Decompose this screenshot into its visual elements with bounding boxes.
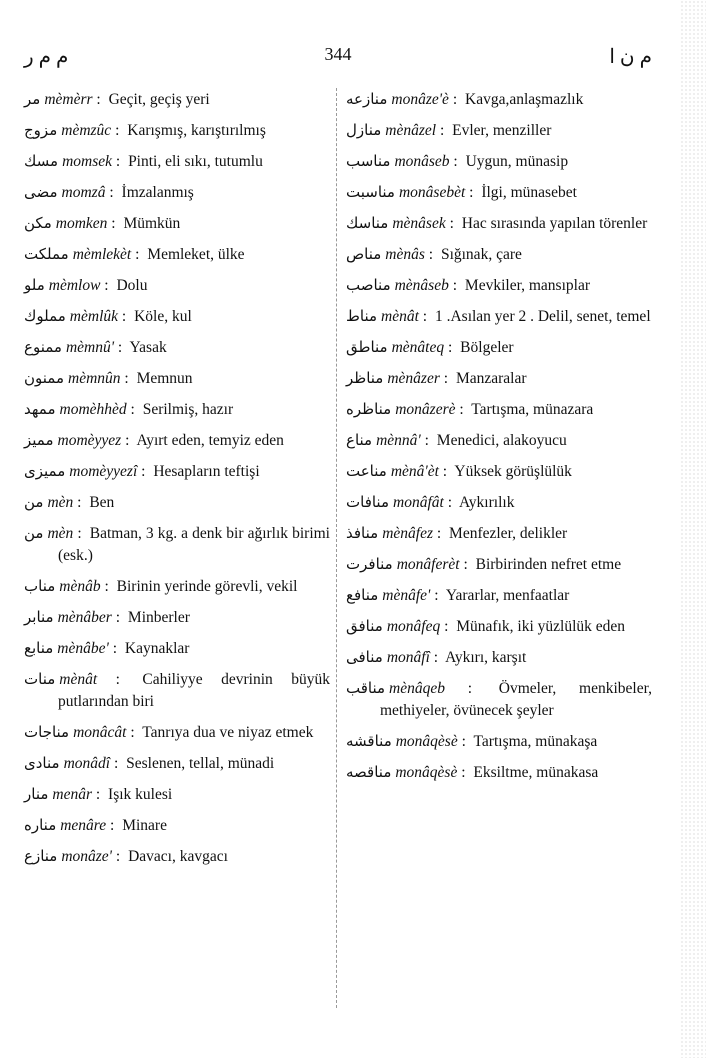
entry-arabic: مناره — [24, 816, 57, 834]
entry-arabic: مكن — [24, 214, 52, 232]
entry-arabic: مناجات — [24, 723, 70, 741]
entry-headword: monâfî — [386, 649, 430, 666]
entry-headword: monâqèsè — [395, 764, 458, 781]
dictionary-entry: مناب mènâb : Birinin yerinde görevli, vekil — [24, 577, 298, 595]
dictionary-entry: منادى monâdî : Seslenen, tellal, münadi — [24, 754, 275, 772]
entry-definition: Hac sırasında yapılan törenler — [461, 215, 648, 232]
dictionary-entry: مناط mènât : 1 .Asılan yer 2 . Delil, senet, temel — [346, 307, 651, 325]
entry-arabic: منات — [24, 670, 56, 688]
entry-headword: monâze' — [61, 848, 112, 865]
entry-headword: monâdî — [63, 755, 111, 772]
entry-definition: Memleket, ülke — [147, 246, 245, 263]
entry-headword: mènâsek — [392, 215, 446, 232]
entry-definition: Menfezler, delikler — [449, 525, 568, 542]
entry-arabic: مناقب — [346, 679, 386, 697]
entry-definition: Kavga,anlaşmazlık — [465, 91, 584, 108]
dictionary-entry: مكن momken : Mümkün — [24, 214, 181, 232]
entry-arabic: مميز — [24, 431, 54, 449]
dictionary-entry: من mèn : Ben — [24, 493, 115, 511]
entry-headword: mèn — [47, 494, 74, 511]
dictionary-entry: مناسبت monâsebèt : İlgi, münasebet — [346, 183, 577, 201]
dictionary-entry: منافذ mènâfez : Menfezler, delikler — [346, 524, 568, 542]
dictionary-entry: من mèn : Batman, 3 kg. a denk bir ağırlık birimi (esk.) — [24, 524, 330, 564]
entry-arabic: منابع — [24, 639, 54, 657]
dictionary-entry: منافع mènâfe' : Yararlar, menfaatlar — [346, 586, 570, 604]
entry-definition: Hesapların teftişi — [153, 463, 260, 480]
dictionary-entry: مناطق mènâteq : Bölgeler — [346, 338, 514, 356]
dictionary-entry: مناسك mènâsek : Hac sırasında yapılan törenler — [346, 214, 648, 232]
entry-headword: monâze'è — [391, 91, 449, 108]
dictionary-entry: ملو mèmlow : Dolu — [24, 276, 148, 294]
entry-definition: Manzaralar — [455, 370, 527, 387]
dictionary-entry: مناظر mènâzer : Manzaralar — [346, 369, 527, 387]
entry-arabic: منافذ — [346, 524, 379, 542]
entry-definition: Ben — [89, 494, 115, 511]
entry-definition: Köle, kul — [134, 308, 192, 325]
entry-headword: mèn — [47, 525, 74, 542]
entry-arabic: منافات — [346, 493, 389, 511]
entry-definition: Karışmış, karıştırılmış — [127, 122, 266, 139]
entry-arabic: من — [24, 524, 44, 542]
entry-definition: Bölgeler — [460, 339, 514, 356]
dictionary-entry: مملوك mèmlûk : Köle, kul — [24, 307, 192, 325]
entry-definition: Aykırı, karşıt — [445, 649, 527, 666]
dictionary-entry: مناظره monâzerè : Tartışma, münazara — [346, 400, 594, 418]
entry-definition: Serilmiş, hazır — [142, 401, 234, 418]
dictionary-entry: مر mèmèrr : Geçit, geçiş yeri — [24, 90, 210, 108]
dictionary-entry: مناصب mènâseb : Mevkiler, mansıplar — [346, 276, 590, 294]
entry-definition: Birbirinden nefret etme — [475, 556, 622, 573]
dictionary-entry: مملكت mèmlekèt : Memleket, ülke — [24, 245, 245, 263]
entry-definition: Mümkün — [123, 215, 181, 232]
entry-definition: Yüksek görüşlülük — [454, 463, 572, 480]
entry-arabic: مناعت — [346, 462, 387, 480]
column-divider — [336, 88, 337, 1008]
entry-headword: mènâqeb — [389, 680, 445, 697]
entry-definition: Tartışma, münazara — [471, 401, 594, 418]
dictionary-entry: منازل mènâzel : Evler, menziller — [346, 121, 552, 139]
entry-arabic: منافق — [346, 617, 383, 635]
header-right-letters: م ن ا — [609, 46, 652, 68]
entry-definition: Menedici, alakoyucu — [436, 432, 567, 449]
entry-definition: Sığınak, çare — [440, 246, 522, 263]
entry-definition: Pinti, eli sıkı, tutumlu — [128, 153, 263, 170]
entry-definition: İlgi, münasebet — [481, 184, 577, 201]
entry-headword: mèmlûk — [69, 308, 118, 325]
entry-definition: Eksiltme, münakasa — [473, 764, 599, 781]
entry-headword: menâre — [60, 817, 107, 834]
entry-headword: momken — [55, 215, 108, 232]
entry-headword: monâseb — [394, 153, 450, 170]
entry-arabic: من — [24, 493, 44, 511]
dictionary-entry: منازعه monâze'è : Kavga,anlaşmazlık — [346, 90, 584, 108]
entry-definition: Birinin yerinde görevli, vekil — [116, 578, 298, 595]
entry-definition: Cahiliyye devrinin büyük putlarından biri — [58, 671, 331, 710]
entry-definition: Uygun, münasip — [465, 153, 569, 170]
entry-headword: mènâb — [59, 578, 101, 595]
entry-headword: momzâ — [61, 184, 106, 201]
entry-arabic: ممهد — [24, 400, 56, 418]
dictionary-entry: مناص mènâs : Sığınak, çare — [346, 245, 522, 263]
dictionary-entry: مناقصه monâqèsè : Eksiltme, münakasa — [346, 763, 599, 781]
entry-headword: monâqèsè — [395, 733, 458, 750]
entry-headword: mènâfez — [382, 525, 433, 542]
left-column — [24, 88, 330, 876]
entry-arabic: مر — [24, 90, 41, 108]
entry-definition: Yararlar, menfaatlar — [445, 587, 570, 604]
entry-definition: 1 .Asılan yer 2 . Delil, senet, temel — [434, 308, 651, 325]
entry-arabic: ممنون — [24, 369, 64, 387]
entry-headword: mènâ'èt — [390, 463, 439, 480]
entry-headword: mènâteq — [391, 339, 445, 356]
entry-headword: monâfeq — [386, 618, 441, 635]
entry-definition: Evler, menziller — [452, 122, 552, 139]
dictionary-entry: مناسب monâseb : Uygun, münasip — [346, 152, 569, 170]
entry-arabic: مضى — [24, 183, 58, 201]
entry-definition: Işık kulesi — [108, 786, 173, 803]
entry-definition: Davacı, kavgacı — [128, 848, 228, 865]
page-number: 344 — [324, 44, 352, 64]
entry-definition: Minare — [122, 817, 167, 834]
entry-headword: mènâzel — [385, 122, 437, 139]
dictionary-entry: مسك momsek : Pinti, eli sıkı, tutumlu — [24, 152, 263, 170]
entry-headword: monâzerè — [395, 401, 456, 418]
dictionary-entry: منافرت monâferèt : Birbirinden nefret etme — [346, 555, 622, 573]
entry-headword: mènâseb — [394, 277, 449, 294]
entry-arabic: مناطق — [346, 338, 388, 356]
dictionary-entry: مناقشه monâqèsè : Tartışma, münakaşa — [346, 732, 598, 750]
entry-headword: mènât — [381, 308, 419, 325]
entry-headword: mènâzer — [387, 370, 440, 387]
header-left-letters: م م ر — [24, 46, 69, 68]
entry-headword: mèmzûc — [61, 122, 112, 139]
entry-headword: mèmèrr — [44, 91, 93, 108]
entry-headword: momèyyezî — [69, 463, 138, 480]
entry-arabic: ملو — [24, 276, 45, 294]
entry-arabic: مسك — [24, 152, 59, 170]
entry-definition: Batman, 3 kg. a denk bir ağırlık birimi (esk.) — [58, 525, 330, 564]
entry-arabic: منازعه — [346, 90, 388, 108]
entry-headword: mènâbe' — [57, 640, 109, 657]
entry-headword: menâr — [52, 786, 92, 803]
entry-definition: Seslenen, tellal, münadi — [126, 755, 275, 772]
entry-arabic: مناقصه — [346, 763, 392, 781]
entry-definition: Övmeler, menkibeler, methiyeler, övünecek şeyler — [380, 680, 652, 719]
entry-arabic: مناسك — [346, 214, 389, 232]
dictionary-entry: ممنون mèmnûn : Memnun — [24, 369, 193, 387]
right-column — [346, 88, 652, 792]
entry-headword: mènâs — [385, 246, 425, 263]
entry-definition: Tartışma, münakaşa — [473, 733, 598, 750]
entry-headword: momèyyez — [57, 432, 122, 449]
dictionary-entry: مناره menâre : Minare — [24, 816, 167, 834]
entry-arabic: منازع — [24, 847, 58, 865]
dictionary-entry: منار menâr : Işık kulesi — [24, 785, 173, 803]
dictionary-entry: مناقب mènâqeb : Övmeler, menkibeler, methiyeler, övünecek şeyler — [346, 679, 652, 719]
entry-headword: mènâber — [57, 609, 112, 626]
page-header — [24, 44, 652, 70]
entry-arabic: مملكت — [24, 245, 69, 263]
dictionary-entry: منافى monâfî : Aykırı, karşıt — [346, 648, 527, 666]
entry-definition: Tanrıya dua ve niyaz etmek — [142, 724, 314, 741]
dictionary-entry: منابع mènâbe' : Kaynaklar — [24, 639, 190, 657]
entry-definition: Münafık, iki yüzlülük eden — [456, 618, 626, 635]
entry-arabic: مزوج — [24, 121, 58, 139]
entry-headword: momèhhèd — [59, 401, 127, 418]
entry-definition: Mevkiler, mansıplar — [464, 277, 590, 294]
dictionary-entry: مناع mènnâ' : Menedici, alakoyucu — [346, 431, 567, 449]
dictionary-entry: مميزى momèyyezî : Hesapların teftişi — [24, 462, 260, 480]
entry-arabic: مملوك — [24, 307, 66, 325]
dictionary-entry: مناعت mènâ'èt : Yüksek görüşlülük — [346, 462, 572, 480]
entry-arabic: مناط — [346, 307, 378, 325]
entry-headword: monâferèt — [396, 556, 460, 573]
dictionary-entry: مزوج mèmzûc : Karışmış, karıştırılmış — [24, 121, 266, 139]
entry-arabic: منافى — [346, 648, 383, 666]
entry-headword: mènât — [59, 671, 98, 688]
dictionary-entry: منابر mènâber : Minberler — [24, 608, 190, 626]
dictionary-entry: منات mènât : Cahiliyye devrinin büyük putlarından biri — [24, 670, 331, 710]
entry-definition: Dolu — [116, 277, 148, 294]
entry-arabic: مناسب — [346, 152, 391, 170]
entry-arabic: منازل — [346, 121, 382, 139]
entry-arabic: منافرت — [346, 555, 393, 573]
dictionary-entry: منافات monâfât : Aykırılık — [346, 493, 515, 511]
entry-headword: monâsebèt — [398, 184, 466, 201]
entry-definition: İmzalanmış — [121, 184, 194, 201]
entry-headword: mènâfe' — [382, 587, 431, 604]
dictionary-entry: مميز momèyyez : Ayırt eden, temyiz eden — [24, 431, 284, 449]
page-edge-dots — [680, 0, 706, 1058]
entry-definition: Aykırılık — [459, 494, 515, 511]
entry-arabic: ممنوع — [24, 338, 62, 356]
dictionary-entry: ممنوع mèmnû' : Yasak — [24, 338, 167, 356]
entry-headword: monâcât — [73, 724, 127, 741]
entry-arabic: مناع — [346, 431, 373, 449]
entry-arabic: مناصب — [346, 276, 391, 294]
entry-arabic: مميزى — [24, 462, 66, 480]
entry-definition: Geçit, geçiş yeri — [108, 91, 210, 108]
entry-headword: monâfât — [393, 494, 444, 511]
entry-headword: mèmnûn — [68, 370, 121, 387]
entry-arabic: مناص — [346, 245, 382, 263]
entry-arabic: مناسبت — [346, 183, 395, 201]
entry-definition: Memnun — [136, 370, 193, 387]
entry-arabic: منار — [24, 785, 49, 803]
dictionary-entry: مضى momzâ : İmzalanmış — [24, 183, 194, 201]
entry-arabic: منافع — [346, 586, 379, 604]
entry-arabic: مناظر — [346, 369, 384, 387]
entry-headword: momsek — [62, 153, 112, 170]
dictionary-entry: مناجات monâcât : Tanrıya dua ve niyaz etmek — [24, 723, 314, 741]
entry-headword: mèmlow — [48, 277, 101, 294]
entry-definition: Ayırt eden, temyiz eden — [136, 432, 284, 449]
entry-arabic: منادى — [24, 754, 60, 772]
dictionary-entry: منازع monâze' : Davacı, kavgacı — [24, 847, 228, 865]
entry-arabic: مناب — [24, 577, 56, 595]
entry-headword: mènnâ' — [376, 432, 421, 449]
dictionary-entry: ممهد momèhhèd : Serilmiş, hazır — [24, 400, 234, 418]
entry-arabic: مناظره — [346, 400, 392, 418]
entry-arabic: مناقشه — [346, 732, 392, 750]
entry-headword: mèmnû' — [65, 339, 115, 356]
entry-definition: Yasak — [129, 339, 167, 356]
entry-headword: mèmlekèt — [72, 246, 132, 263]
entry-definition: Minberler — [127, 609, 190, 626]
dictionary-entry: منافق monâfeq : Münafık, iki yüzlülük eden — [346, 617, 626, 635]
entry-definition: Kaynaklar — [124, 640, 190, 657]
entry-arabic: منابر — [24, 608, 54, 626]
